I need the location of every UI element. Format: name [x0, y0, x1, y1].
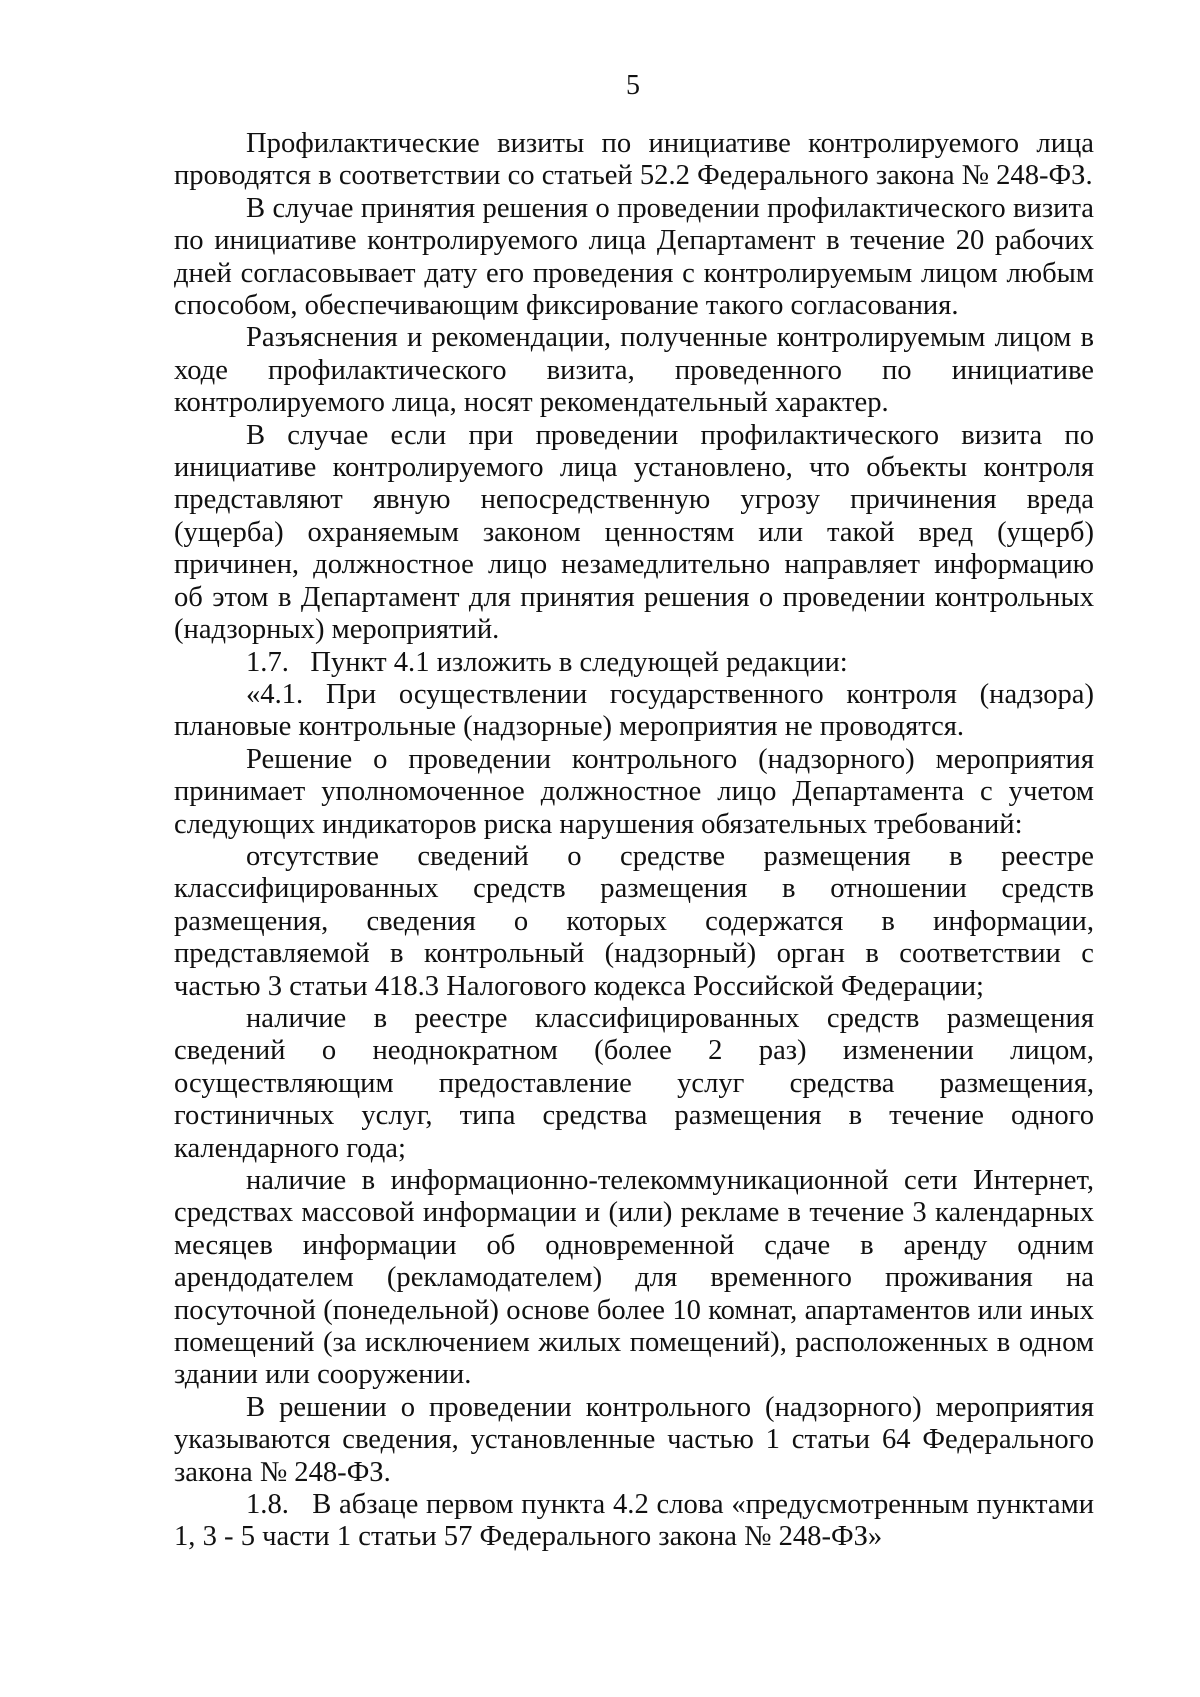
paragraph-threat-case: В случае если при проведении профилактического визита по инициативе контролируемого лица установлено, что объекты контроля представляют явную непосредственную угрозу причинения вреда (ущерба) охраняемым законом ценностям или такой вред (ущерб) причинен, должностное лицо незамедлительно направляет информацию об этом в Департамент для принятия решения о проведении контрольных (надзорных) мероприятий. [174, 419, 1094, 646]
paragraph-decision-content: В решении о проведении контрольного (надзорного) мероприятия указываются сведения, установленные частью 1 статьи 64 Федерального закона № 248-ФЗ. [174, 1391, 1094, 1488]
document-body [174, 128, 1094, 1554]
page-number: 5 [626, 70, 640, 101]
paragraph-recommendations: Разъяснения и рекомендации, полученные контролируемым лицом в ходе профилактического визита, проведенного по инициативе контролируемого лица, носят рекомендательный характер. [174, 322, 1094, 419]
paragraph-item-1-7: 1.7. Пункт 4.1 изложить в следующей редакции: [246, 646, 848, 678]
paragraph-risk-indicator-2: наличие в реестре классифицированных средств размещения сведений о неоднократном (более 2 раз) изменении лицом, осуществляющим предоставление услуг средства размещения, гостиничных услуг, типа средства размещения в течение одного календарного года; [174, 1002, 1094, 1164]
paragraph-risk-indicator-1: отсутствие сведений о средстве размещения в реестре классифицированных средств размещения в отношении средств размещения, сведения о которых содержатся в информации, представляемой в контрольный (надзорный) орган в соответствии с частью 3 статьи 418.3 Налогового кодекса Российской Федерации; [174, 840, 1094, 1002]
paragraph-risk-indicator-3: наличие в информационно-телекоммуникационной сети Интернет, средствах массовой информации и (или) рекламе в течение 3 календарных месяцев информации об одновременной сдаче в аренду одним арендодателем (рекламодателем) для временного проживания на посуточной (понедельной) основе более 10 комнат, апартаментов или иных помещений (за исключением жилых помещений), расположенных в одном здании или сооружении. [174, 1165, 1094, 1391]
paragraph-item-1-8: 1.8. В абзаце первом пункта 4.2 слова «предусмотренным пунктами 1, 3 - 5 части 1 статьи 57 Федерального закона № 248-ФЗ» [174, 1489, 1094, 1553]
paragraph-visit-agreement: В случае принятия решения о проведении профилактического визита по инициативе контролируемого лица Департамент в течение 20 рабочих дней согласовывает дату его проведения с контролируемым лицом любым способом, обеспечивающим фиксирование такого согласования. [174, 192, 1094, 322]
paragraph-clause-4-1: «4.1. При осуществлении государственного контроля (надзора) плановые контрольные (надзорные) мероприятия не проводятся. [174, 678, 1094, 743]
paragraph-decision: Решение о проведении контрольного (надзорного) мероприятия принимает уполномоченное должностное лицо Департамента с учетом следующих индикаторов риска нарушения обязательных требований: [174, 743, 1094, 840]
paragraph-preventive-visits: Профилактические визиты по инициативе контролируемого лица проводятся в соответствии со статьей 52.2 Федерального закона № 248-ФЗ. [174, 128, 1094, 192]
